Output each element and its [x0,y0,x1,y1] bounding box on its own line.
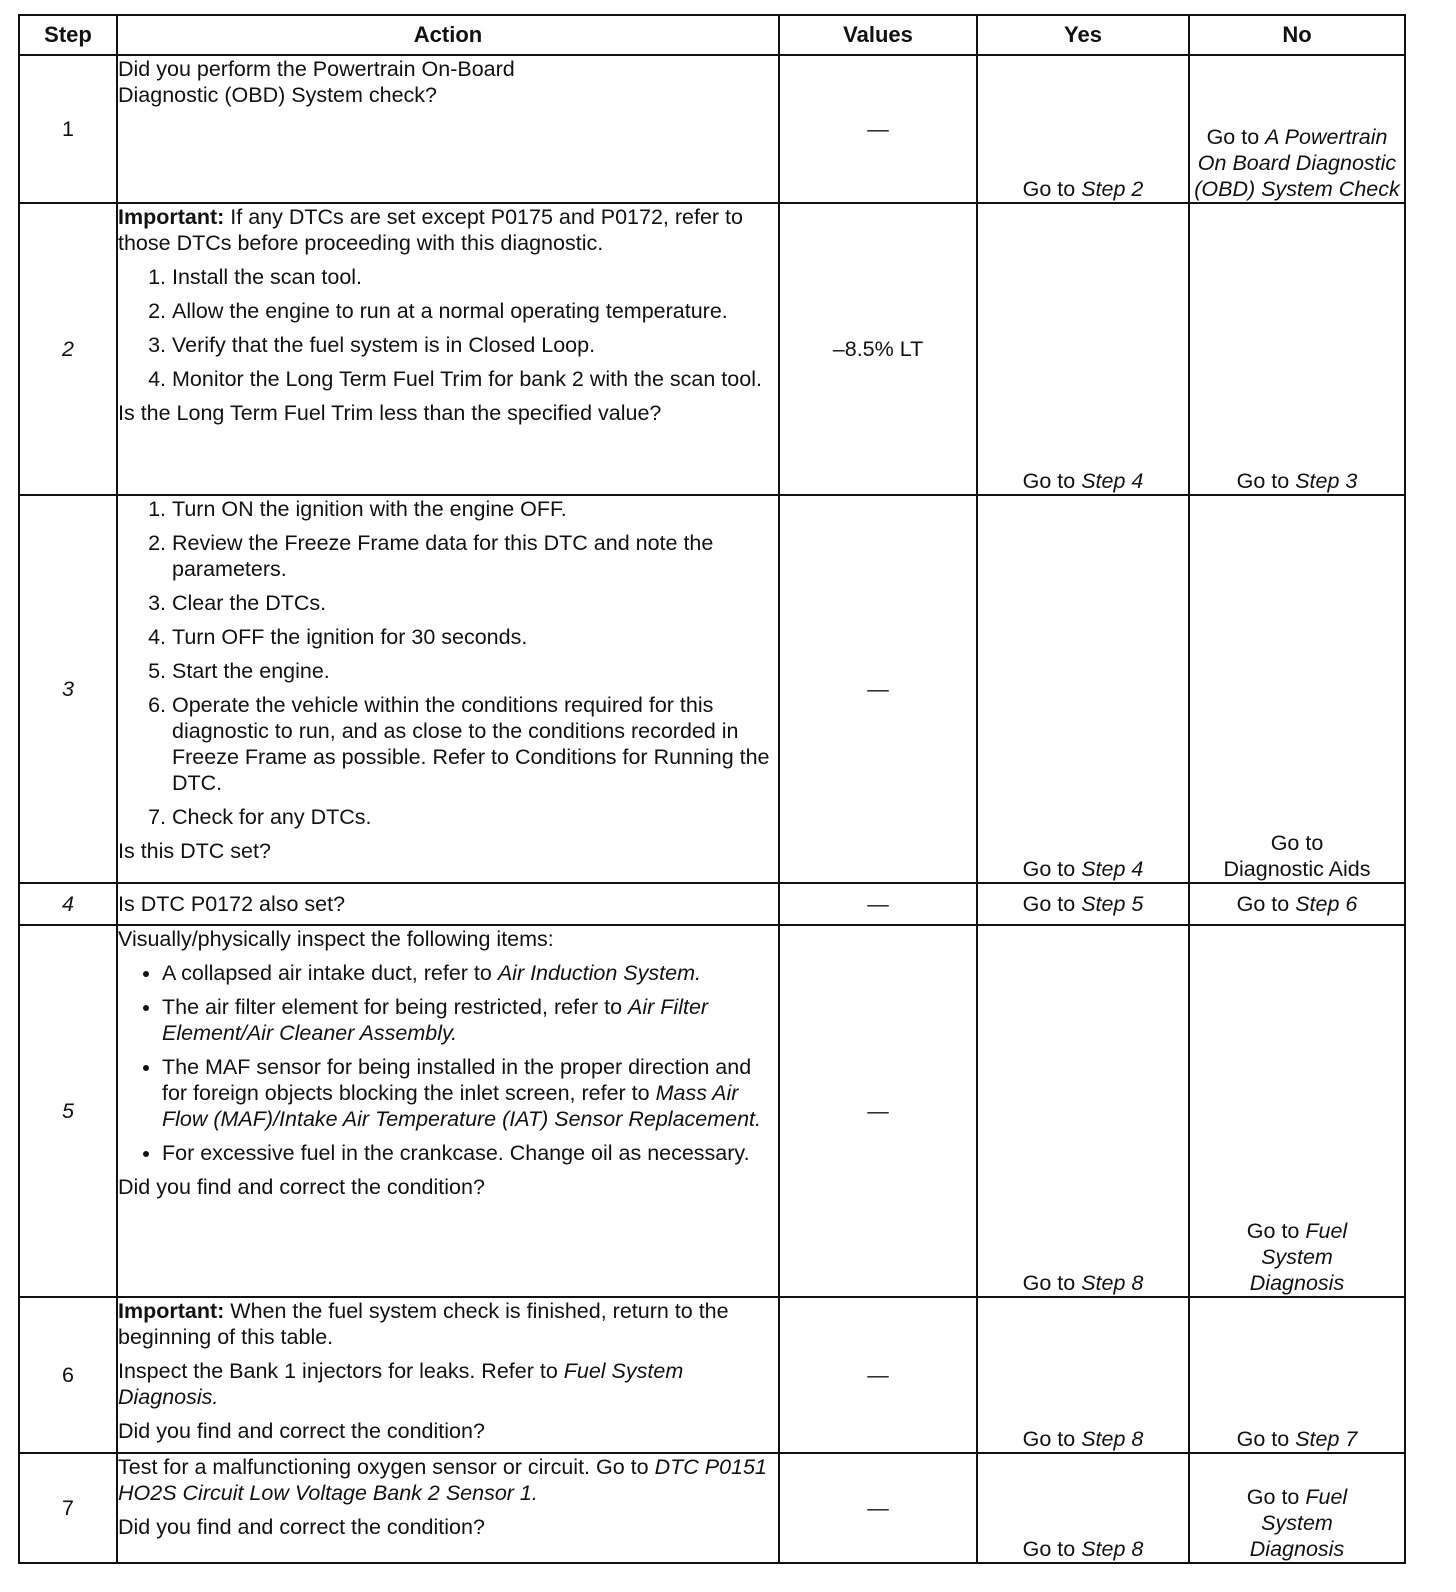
important-note [118,204,778,256]
goto-link[interactable]: Step 4 [1081,857,1144,881]
goto-link[interactable]: Diagnostic Aids [1223,857,1371,881]
table-row [19,203,1405,495]
step-number: 3 [19,495,117,883]
goto-link[interactable]: A Powertrain On Board Diagnostic (OBD) System Check [1194,125,1400,201]
action-question: Did you find and correct the condition? [118,1175,485,1199]
yes-cell [977,495,1189,883]
header-action: Action [117,15,779,55]
item-text: The air filter element for being restricted, refer to [162,995,629,1019]
goto-prefix: Go to [1022,857,1082,881]
yes-cell [977,1453,1189,1563]
goto-prefix: Go to [1022,1427,1082,1451]
step-number: 4 [19,883,117,925]
procedure-list [118,264,778,392]
goto-prefix: Go to [1022,469,1082,493]
goto-prefix: Go to [1206,125,1266,149]
action-text [118,1454,778,1506]
no-cell [1189,883,1405,925]
no-cell [1189,925,1405,1297]
list-item: 3. Verify that the fuel system is in Closed Loop. [172,332,778,358]
action-intro: Visually/physically inspect the following items: [118,927,554,951]
yes-cell [977,1297,1189,1453]
yes-cell [977,203,1189,495]
action-cell [117,495,779,883]
header-row [19,15,1405,55]
important-note [118,1298,778,1350]
list-item [162,1054,778,1132]
goto-prefix: Go to [1022,892,1082,916]
goto-prefix: Go to [1236,469,1296,493]
goto-link[interactable]: Fuel System Diagnosis [1249,1219,1348,1295]
table-row [19,1453,1405,1563]
goto-prefix: Go to [1236,892,1296,916]
header-no: No [1189,15,1405,55]
action-question: Did you perform the Powertrain On-Board Diagnostic (OBD) System check? [118,57,515,107]
item-text: The MAF sensor for being installed in the proper direction and for foreign objects blocking the inlet screen, refer to [162,1055,752,1105]
text: Inspect the Bank 1 injectors for leaks. Refer to [118,1359,564,1383]
value-cell: –8.5% LT [779,203,977,495]
goto-prefix: Go to [1022,1537,1082,1561]
goto-link[interactable]: Fuel System Diagnosis [1249,1485,1348,1561]
item-text: For excessive fuel in the crankcase. Change oil as necessary. [162,1141,750,1165]
goto-link[interactable]: Step 8 [1081,1537,1144,1561]
yes-cell [977,925,1189,1297]
inspection-list [118,960,778,1166]
list-item: 3. Clear the DTCs. [172,590,778,616]
list-item: 5. Start the engine. [172,658,778,684]
goto-prefix: Go to [1246,1219,1306,1243]
table-row [19,883,1405,925]
step-number: 2 [19,203,117,495]
action-question: Is this DTC set? [118,839,271,863]
action-cell [117,925,779,1297]
goto-link[interactable]: Step 7 [1295,1427,1358,1451]
action-cell [117,883,779,925]
no-cell [1189,203,1405,495]
goto-link[interactable]: Step 2 [1081,177,1144,201]
reference-link[interactable]: Fuel System Diagnosis. [118,1359,684,1409]
list-item: 7. Check for any DTCs. [172,804,778,830]
list-item: 6. Operate the vehicle within the conditions required for this diagnostic to run, and as close to the conditions recorded in Freeze Frame as possible. Refer to Conditions for Running the DTC. [172,692,778,796]
item-reference[interactable]: Air Induction System. [497,961,701,985]
step-number: 1 [19,55,117,203]
goto-prefix: Go to [1022,177,1082,201]
value-cell: — [779,55,977,203]
goto-prefix: Go to [1270,831,1324,855]
action-text [118,1358,778,1410]
goto-link[interactable]: Step 8 [1081,1271,1144,1295]
item-reference[interactable]: Mass Air Flow (MAF)/Intake Air Temperature (IAT) Sensor Replacement. [162,1081,762,1131]
step-number: 7 [19,1453,117,1563]
action-cell [117,55,779,203]
list-item [162,994,778,1046]
important-text: When the fuel system check is finished, return to the beginning of this table. [118,1299,729,1349]
value-cell: — [779,925,977,1297]
action-cell [117,203,779,495]
list-item: 4. Monitor the Long Term Fuel Trim for bank 2 with the scan tool. [172,366,778,392]
list-item: 1. Install the scan tool. [172,264,778,290]
list-item: 1. Turn ON the ignition with the engine OFF. [172,496,778,522]
header-values: Values [779,15,977,55]
no-cell [1189,495,1405,883]
list-item: 2. Review the Freeze Frame data for this DTC and note the parameters. [172,530,778,582]
list-item [162,960,778,986]
text: Test for a malfunctioning oxygen sensor or circuit. Go to [118,1455,655,1479]
goto-link[interactable]: Step 5 [1081,892,1144,916]
action-cell [117,1297,779,1453]
table-row [19,55,1405,203]
yes-cell [977,883,1189,925]
value-cell: — [779,1297,977,1453]
action-question: Is DTC P0172 also set? [118,892,346,916]
goto-link[interactable]: Step 3 [1295,469,1358,493]
goto-link[interactable]: Step 6 [1295,892,1358,916]
item-text: A collapsed air intake duct, refer to [162,961,498,985]
goto-link[interactable]: Step 8 [1081,1427,1144,1451]
yes-cell [977,55,1189,203]
important-label: Important: [118,205,225,229]
no-cell [1189,1453,1405,1563]
table-row [19,1297,1405,1453]
header-step: Step [19,15,117,55]
important-label: Important: [118,1299,225,1323]
table-row [19,925,1405,1297]
goto-prefix: Go to [1246,1485,1306,1509]
diagnostic-table [18,14,1406,1564]
value-cell: — [779,495,977,883]
list-item: 2. Allow the engine to run at a normal operating temperature. [172,298,778,324]
action-question: Is the Long Term Fuel Trim less than the specified value? [118,401,662,425]
list-item [162,1140,778,1166]
value-cell: — [779,1453,977,1563]
reference-link[interactable]: DTC P0151 HO2S Circuit Low Voltage Bank 2 Sensor 1. [118,1455,767,1505]
list-item: 4. Turn OFF the ignition for 30 seconds. [172,624,778,650]
action-cell [117,1453,779,1563]
important-text: If any DTCs are set except P0175 and P0172, refer to those DTCs before proceeding with this diagnostic. [118,205,743,255]
table-row [19,495,1405,883]
action-question: Did you find and correct the condition? [118,1419,485,1443]
goto-link[interactable]: Step 4 [1081,469,1144,493]
step-number: 5 [19,925,117,1297]
no-cell [1189,1297,1405,1453]
item-reference[interactable]: Air Filter Element/Air Cleaner Assembly. [162,995,709,1045]
value-cell: — [779,883,977,925]
header-yes: Yes [977,15,1189,55]
procedure-list [118,496,778,830]
goto-prefix: Go to [1236,1427,1296,1451]
no-cell [1189,55,1405,203]
action-question: Did you find and correct the condition? [118,1515,485,1539]
goto-prefix: Go to [1022,1271,1082,1295]
step-number: 6 [19,1297,117,1453]
